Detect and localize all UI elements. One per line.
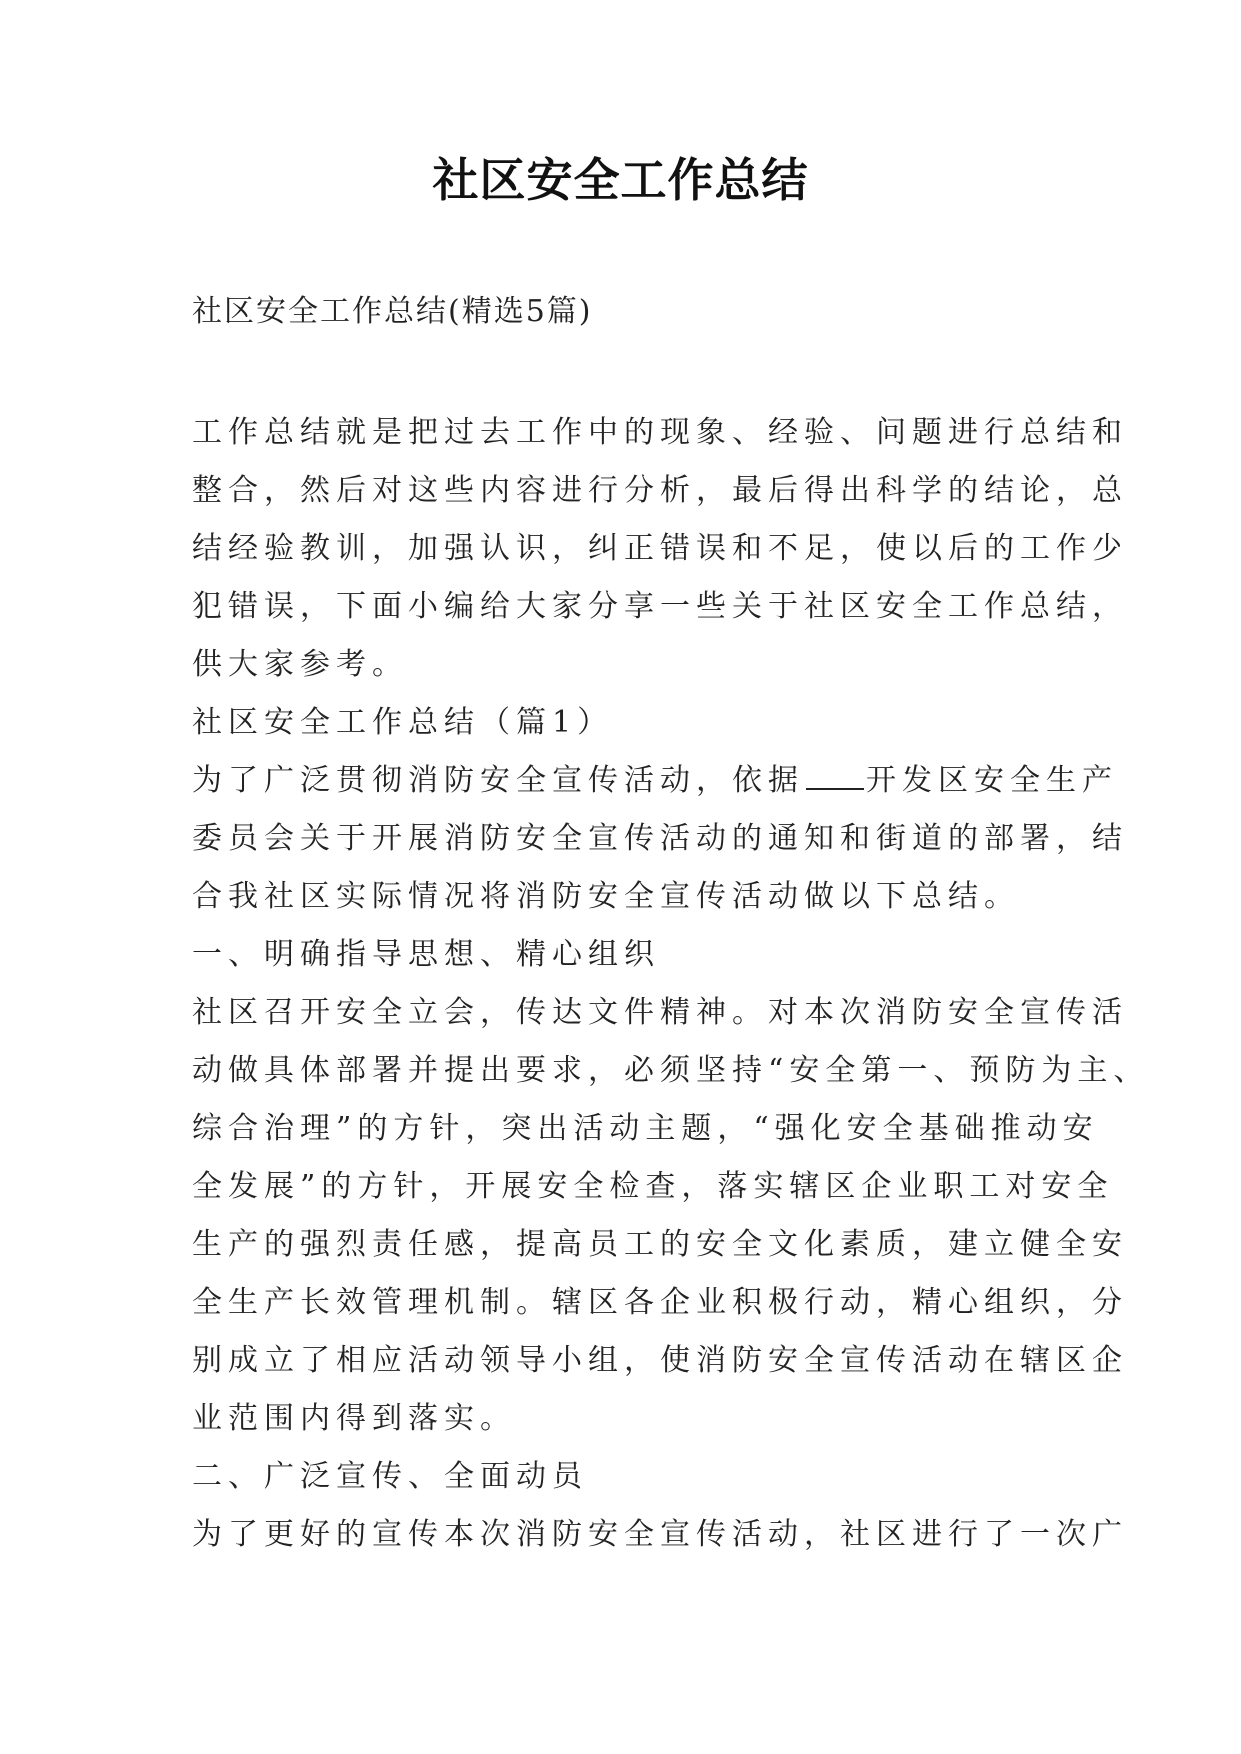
body-line: 结经验教训，加强认识，纠正错误和不足，使以后的工作少	[192, 531, 1128, 566]
body-line: 全发展”的方针，开展安全检查，落实辖区企业职工对安全	[192, 1169, 1114, 1204]
body-line: 供大家参考。	[192, 647, 408, 682]
body-line: 整合，然后对这些内容进行分析，最后得出科学的结论，总	[192, 473, 1128, 508]
section-heading: 一、明确指导思想、精心组织	[192, 937, 660, 972]
body-line	[192, 752, 1118, 810]
body-line: 别成立了相应活动领导小组，使消防安全宣传活动在辖区企	[192, 1343, 1128, 1378]
body-line: 社区召开安全立会，传达文件精神。对本次消防安全宣传活	[192, 995, 1128, 1030]
body-line: 犯错误，下面小编给大家分享一些关于社区安全工作总结，	[192, 589, 1128, 624]
body-line: 合我社区实际情况将消防安全宣传活动做以下总结。	[192, 879, 1020, 914]
body-line: 综合治理”的方针，突出活动主题，“强化安全基础推动安	[192, 1111, 1099, 1146]
section-heading: 社区安全工作总结（篇1）	[192, 705, 614, 740]
document-subtitle: 社区安全工作总结(精选5篇)	[192, 294, 593, 329]
document-title: 社区安全工作总结	[432, 153, 809, 207]
document-body	[192, 404, 1150, 1564]
body-line-part: 开发区安全生产	[866, 763, 1118, 798]
section-heading: 二、广泛宣传、全面动员	[192, 1459, 588, 1494]
body-line: 为了更好的宣传本次消防安全宣传活动，社区进行了一次广	[192, 1517, 1128, 1552]
body-line: 委员会关于开展消防安全宣传活动的通知和街道的部署，结	[192, 821, 1128, 856]
fill-in-blank	[806, 762, 864, 790]
body-line: 全生产长效管理机制。辖区各企业积极行动，精心组织，分	[192, 1285, 1128, 1320]
body-line: 业范围内得到落实。	[192, 1401, 516, 1436]
body-line: 动做具体部署并提出要求，必须坚持“安全第一、预防为主、	[192, 1053, 1150, 1088]
body-line: 生产的强烈责任感，提高员工的安全文化素质，建立健全安	[192, 1227, 1128, 1262]
body-line-part: 为了广泛贯彻消防安全宣传活动，依据	[192, 763, 804, 798]
body-line: 工作总结就是把过去工作中的现象、经验、问题进行总结和	[192, 415, 1128, 450]
